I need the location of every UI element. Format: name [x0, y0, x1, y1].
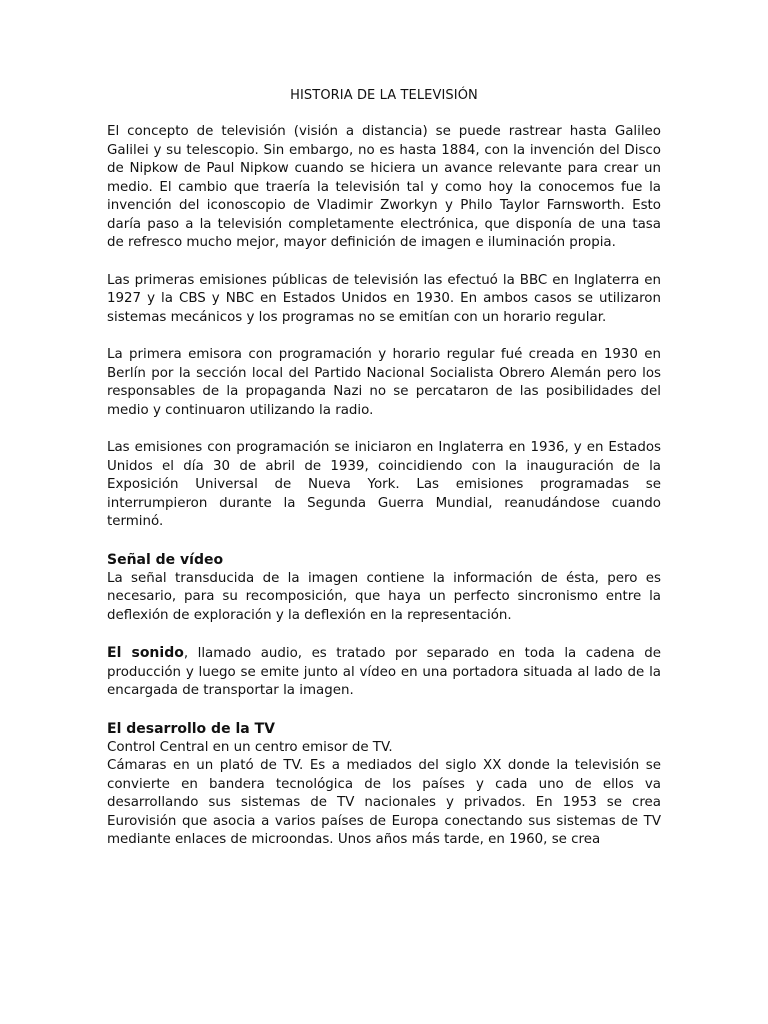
- paragraph-sound: [107, 644, 661, 701]
- document-title: HISTORIA DE LA TELEVISIÓN: [290, 88, 478, 103]
- heading-video-signal: Señal de vídeo: [107, 551, 224, 568]
- sound-bold-lead: El sonido: [107, 645, 184, 661]
- heading-tv-development: El desarrollo de la TV: [107, 720, 275, 737]
- paragraph-first-station: La primera emisora con programación y horario regular fué creada en 1930 en Berlín por la sección local del Partido Nacional Socialista Obrero Alemán pero los responsables de la propaganda Nazi no se percataron de las posibilidades del medio y continuaron utilizando la radio.: [107, 347, 661, 418]
- paragraph-first-broadcasts: Las primeras emisiones públicas de televisión las efectuó la BBC en Inglaterra en 1927 y la CBS y NBC en Estados Unidos en 1930. En ambos casos se utilizaron sistemas mecánicos y los programas no se emitían con un horario regular.: [107, 272, 661, 325]
- paragraph-concept: El concepto de televisión (visión a distancia) se puede rastrear hasta Galileo Galilei y su telescopio. Sin embargo, no es hasta 1884, con la invención del Disco de Nipkow de Paul Nipkow cuando se hiciera un avance relevante para crear un medio. El cambio que traería la televisión tal y como hoy la conocemos fue la invención del iconoscopio de Vladimir Zworkyn y Philo Taylor Farnsworth. Esto daría paso a la televisión completamente electrónica, que disponía de una tasa de refresco mucho mejor, mayor definición de imagen e iluminación propia.: [107, 124, 661, 250]
- sound-text: , llamado audio, es tratado por separado en toda la cadena de producción y luego se emite junto al vídeo en una portadora situada al lado de la encargada de transportar la imagen.: [107, 646, 661, 698]
- paragraph-scheduled-broadcasts: Las emisiones con programación se iniciaron en Inglaterra en 1936, y en Estados Unidos el día 30 de abril de 1939, coincidiendo con la inauguración de la Exposición Universal de Nueva York. Las emisiones programadas se interrumpieron durante la Segunda Guerra Mundial, reanudándose cuando terminó.: [107, 440, 661, 529]
- paragraph-control-central: Control Central en un centro emisor de TV.: [107, 739, 393, 755]
- paragraph-video-signal: La señal transducida de la imagen contiene la información de ésta, pero es necesario, para su recomposición, que haya un perfecto sincronismo entre la deflexión de exploración y la deflexión en la representación.: [107, 570, 661, 623]
- paragraph-tv-development: Cámaras en un plató de TV. Es a mediados del siglo XX donde la televisión se convierte en bandera tecnológica de los países y cada uno de ellos va desarrollando sus sistemas de TV nacionales y privados. En 1953 se crea Eurovisión que asocia a varios países de Europa conectando sus sistemas de TV mediante enlaces de microondas. Unos años más tarde, en 1960, se crea: [107, 758, 661, 847]
- document-page: [107, 86, 661, 869]
